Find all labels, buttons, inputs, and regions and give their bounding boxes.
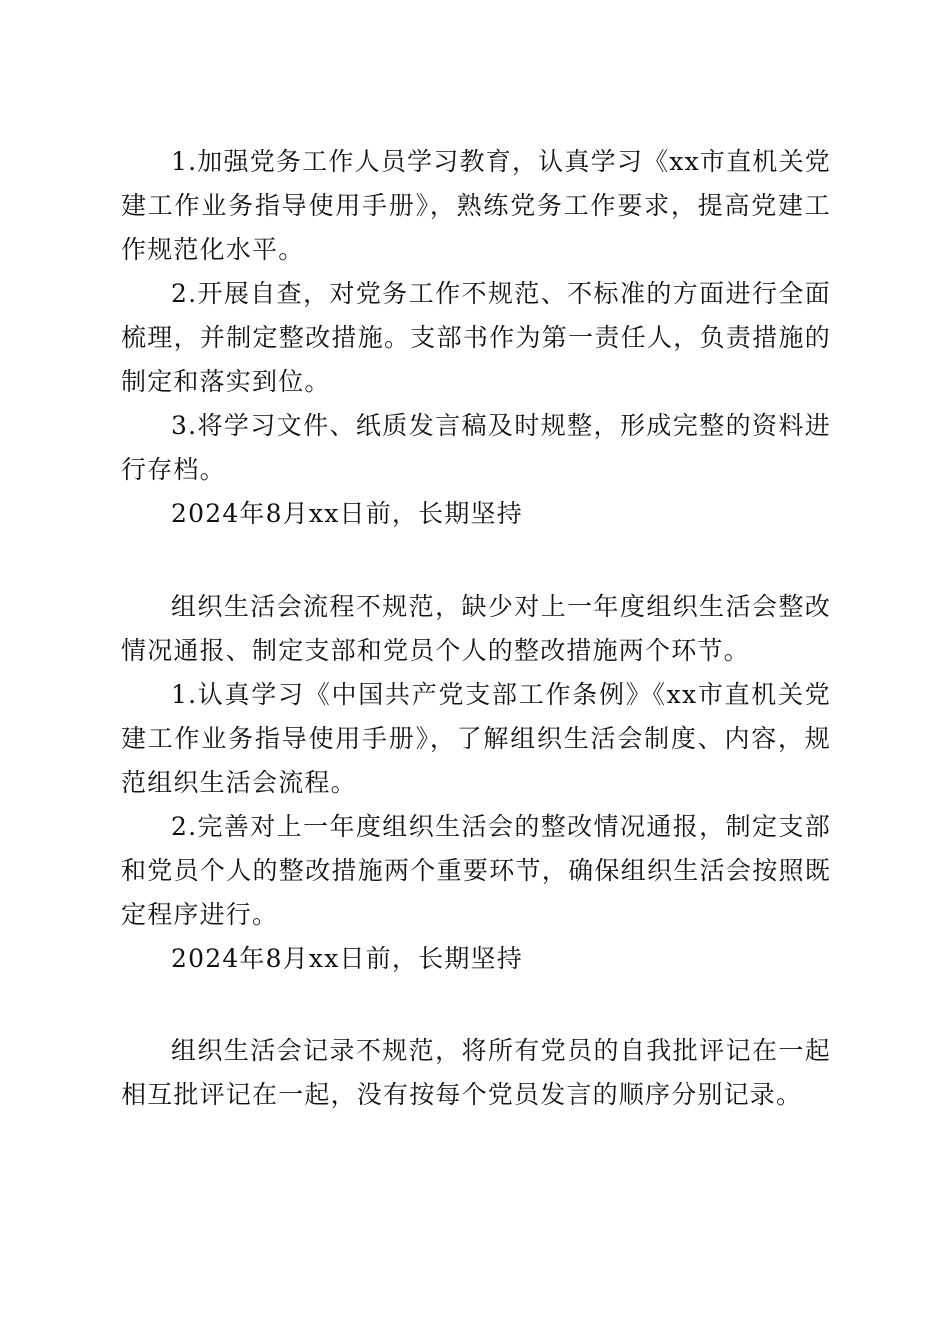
measure-1-study: 1.加强党务工作人员学习教育，认真学习《xx市直机关党建工作业务指导使用手册》，熟练党务工作要求，提高党建工作规范化水平。 [121,147,831,264]
measure-2-1-study: 1.认真学习《中国共产党支部工作条例》《xx市直机关党建工作业务指导使用手册》，了解组织生活会制度、内容，规范组织生活会流程。 [121,680,831,797]
measure-2-2-improve: 2.完善对上一年度组织生活会的整改情况通报，制定支部和党员个人的整改措施两个重要环节，确保组织生活会按照既定程序进行。 [121,812,831,929]
measure-3-archive: 3.将学习文件、纸质发言稿及时规整，形成完整的资料进行存档。 [121,411,831,484]
measure-2-self-check: 2.开展自查，对党务工作不规范、不标准的方面进行全面梳理，并制定整改措施。支部书作为第一责任人，负责措施的制定和落实到位。 [121,279,831,396]
deadline-1: 2024年8月xx日前，长期坚持 [171,499,523,528]
deadline-2: 2024年8月xx日前，长期坚持 [171,944,523,973]
issue-2-process: 组织生活会流程不规范，缺少对上一年度组织生活会整改情况通报、制定支部和党员个人的整改措施两个环节。 [121,592,831,665]
issue-3-records: 组织生活会记录不规范，将所有党员的自我批评记在一起相互批评记在一起，没有按每个党员发言的顺序分别记录。 [121,1036,831,1109]
